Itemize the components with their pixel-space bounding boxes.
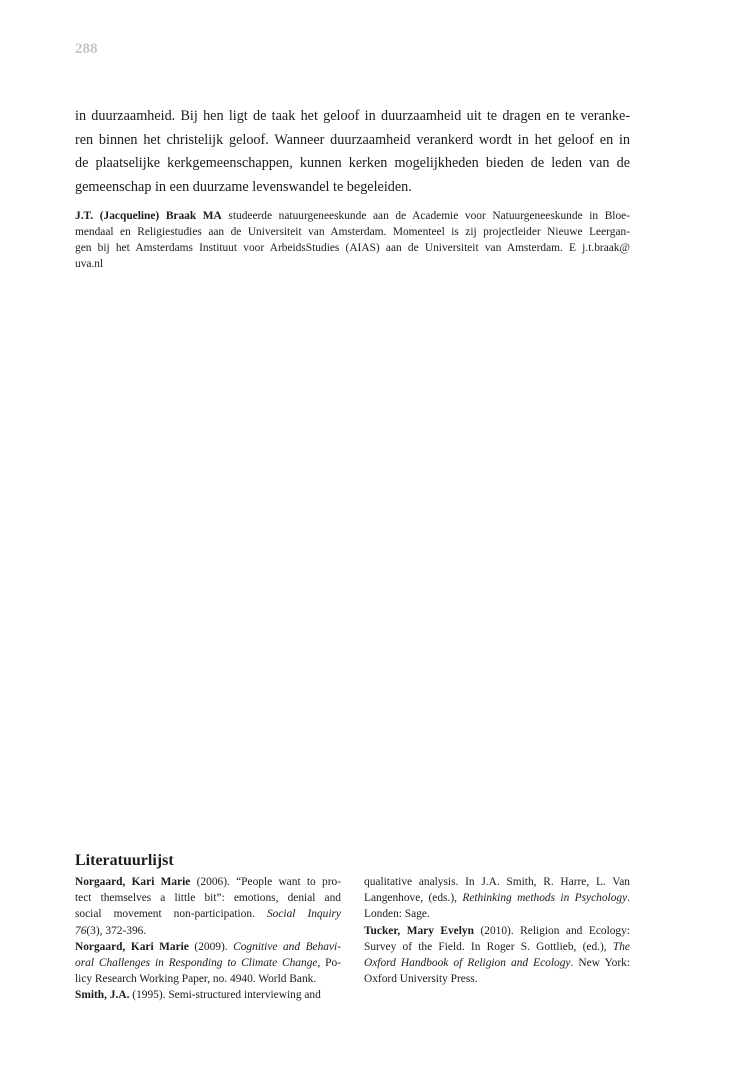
bio-line	[75, 208, 630, 224]
reference-line: Oxford University Press.	[364, 973, 478, 986]
body-line: gemeenschap in een duurzame levenswandel te begeleiden.	[75, 178, 412, 195]
reference-text: social movement non-participation.	[75, 908, 267, 921]
reference-text: (2006). “People want to pro-	[190, 876, 341, 888]
reference-text: (1995). Semi-structured interviewing and	[129, 989, 321, 1002]
reference-line: qualitative analysis. In J.A. Smith, R. Harre, L. Van	[364, 876, 630, 888]
reference-line: Londen: Sage.	[364, 908, 430, 921]
reference-text: (2009).	[188, 940, 234, 953]
reference-text: . New York:	[570, 957, 630, 970]
reference-title: Rethinking methods in Psychology	[462, 892, 628, 905]
reference-text: Langenhove, (eds.),	[364, 892, 463, 905]
reference-line	[364, 939, 630, 955]
reference-title: The	[612, 940, 630, 953]
reference-line	[75, 987, 341, 1003]
references-column-right	[364, 874, 630, 987]
bio-text: studeerde natuurgeneeskunde aan de Academie voor Natuurgeneeskunde in Bloe-	[221, 210, 630, 222]
reference-line	[364, 955, 630, 971]
reference-line	[364, 890, 630, 906]
reference-text: (2010). Religion and Ecology:	[473, 924, 630, 937]
reference-text: , Po-	[317, 957, 341, 970]
reference-line	[75, 939, 341, 955]
reference-entry-continued	[364, 874, 630, 923]
reference-line	[364, 923, 630, 939]
bio-line: uva.nl	[75, 258, 104, 270]
reference-entry	[364, 923, 630, 988]
author-name: J.T. (Jacqueline) Braak MA	[75, 210, 222, 222]
reference-line	[75, 955, 341, 971]
reference-title: oral Challenges in Responding to Climate Change	[75, 957, 318, 970]
bio-line: mendaal en Religiestudies aan de Universiteit van Amsterdam. Momenteel is zij projectleider Nieuwe Leergan-	[75, 226, 630, 238]
reference-author: Norgaard, Kari Marie	[75, 876, 191, 888]
references-title: Literatuurlijst	[75, 852, 174, 869]
page-number: 288	[75, 41, 98, 57]
reference-author: Smith, J.A.	[75, 989, 130, 1002]
body-line: de plaatselijke kerkgemeenschappen, kunnen kerken mogelijkheden bieden de leden van de	[75, 155, 630, 171]
reference-line: tect themselves a little bit”: emotions, denial and	[75, 892, 341, 905]
references-column-left	[75, 874, 341, 1004]
reference-author: Tucker, Mary Evelyn	[364, 924, 474, 937]
reference-volume: 76	[75, 924, 87, 937]
bio-line: gen bij het Amsterdams Instituut voor ArbeidsStudies (AIAS) aan de Universiteit van Amsterdam. E j.t.braak@	[75, 242, 630, 254]
reference-title: Oxford Handbook of Religion and Ecology	[364, 957, 571, 970]
reference-title: Cognitive and Behavi-	[233, 940, 341, 953]
reference-author: Norgaard, Kari Marie	[75, 940, 189, 953]
body-line: in duurzaamheid. Bij hen ligt de taak het geloof in duurzaamheid uit te dragen en te veranke-	[75, 108, 630, 124]
author-bio	[75, 208, 630, 272]
reference-text: Survey of the Field. In Roger S. Gottlieb, (ed.),	[364, 940, 613, 953]
reference-entry	[75, 987, 341, 1003]
body-line: ren binnen het christelijk geloof. Wanneer duurzaamheid verankerd wordt in het geloof en in	[75, 131, 630, 148]
reference-line: licy Research Working Paper, no. 4940. World Bank.	[75, 973, 317, 986]
reference-text: .	[627, 892, 631, 905]
reference-line	[75, 906, 341, 922]
reference-entry	[75, 874, 341, 939]
reference-entry	[75, 939, 341, 988]
body-paragraph	[75, 105, 630, 199]
reference-line	[75, 874, 341, 890]
reference-line	[75, 923, 341, 939]
reference-text: (3), 372-396.	[86, 924, 147, 937]
reference-journal: Social Inquiry	[266, 908, 341, 921]
